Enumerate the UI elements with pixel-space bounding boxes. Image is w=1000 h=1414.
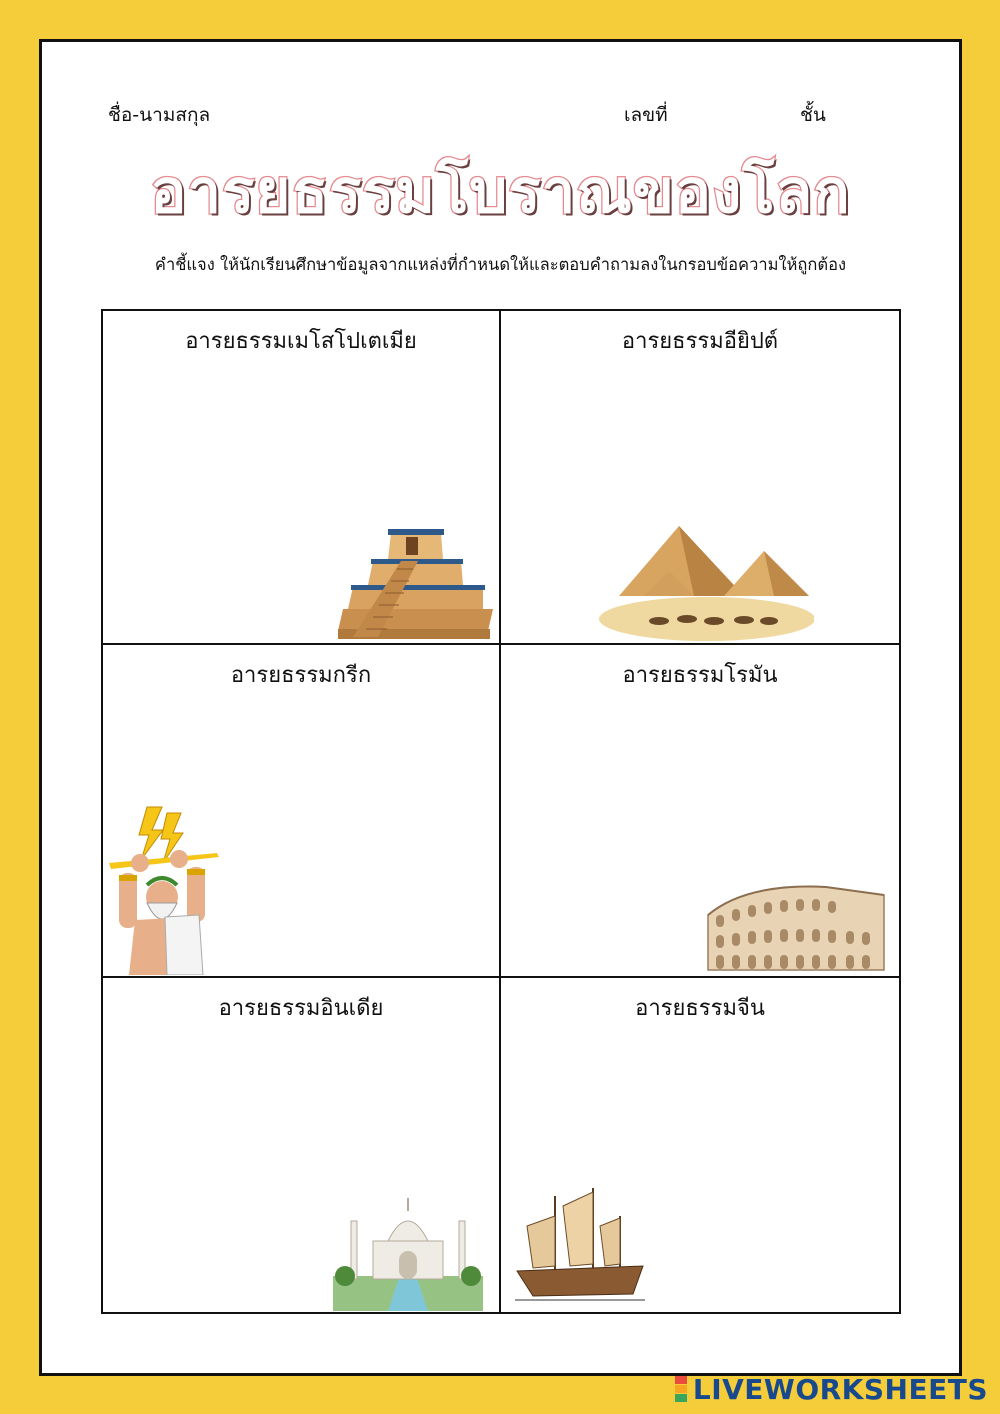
roman-answer-box[interactable] [501,645,899,979]
page-title: อารยธรรมโบราณของโลก [150,157,851,227]
taj-mahal-image [333,1196,483,1311]
name-label: ชื่อ-นามสกุล [108,104,211,126]
india-answer-box[interactable] [103,978,501,1312]
civilization-grid [101,309,901,1314]
china-answer-box[interactable] [501,978,899,1312]
pyramids-image [599,521,814,641]
cell-title: อารยธรรมอียิปต์ [621,329,779,354]
colosseum-image [706,875,886,975]
worksheet-page [39,39,962,1376]
cell-title: อารยธรรมกรีก [230,662,372,688]
cell-title: อารยธรรมอินเดีย [218,996,384,1022]
cell-title: อารยธรรมเมโสโปเตเมีย [185,329,417,354]
cell-title: อารยธรรมโรมัน [622,662,778,688]
number-label: เลขที่ [624,104,668,126]
liveworksheets-watermark [675,1372,988,1406]
junk-ship-image [515,1186,645,1306]
cell-title: อารยธรรมจีน [635,996,765,1022]
zeus-image [107,805,227,975]
egypt-answer-box[interactable] [501,311,899,645]
watermark-text: LIVEWORKSHEETS [692,1372,988,1406]
instruction-text: คำชี้แจง ให้นักเรียนศึกษาข้อมูลจากแหล่งที่กำหนดให้และตอบคำถามลงในกรอบข้อความให้ถูกต้อง [154,255,847,274]
mesopotamia-answer-box[interactable] [103,311,501,645]
liveworksheets-logo-icon [675,1376,687,1402]
greek-answer-box[interactable] [103,645,501,979]
ziggurat-image [333,521,498,641]
class-label: ชั้น [800,104,826,126]
